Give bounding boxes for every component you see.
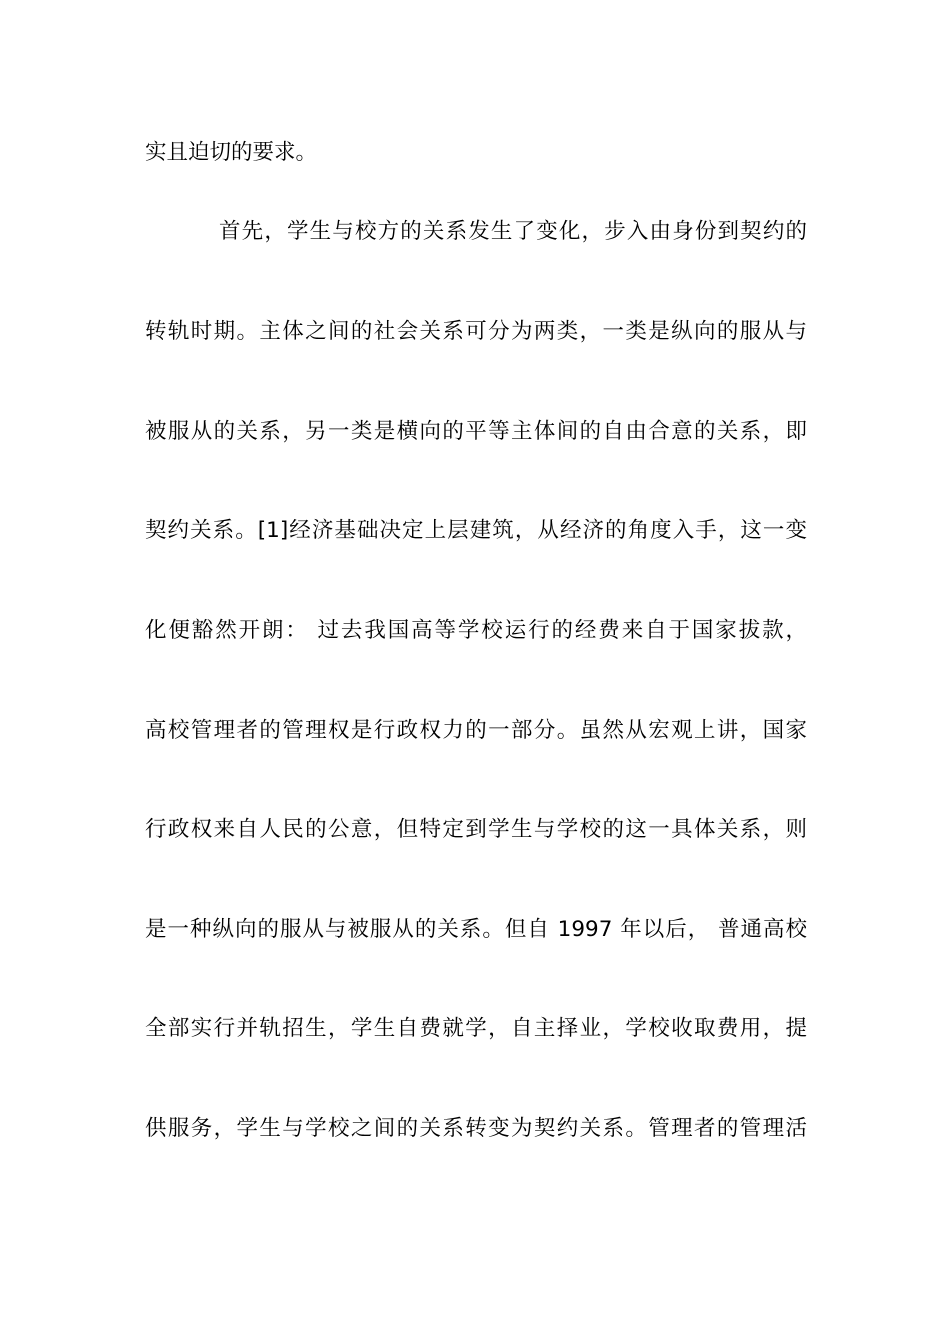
- text-line-10: 全部实行并轨招生，学生自费就学，自主择业，学校收取费用，提: [145, 1016, 807, 1041]
- text-line-9: 是一种纵向的服从与被服从的关系。但自 1997 年以后， 普通高校: [145, 917, 807, 942]
- text-line-1: 实且迫切的要求。: [145, 140, 318, 165]
- text-line-6: 化便豁然开朗： 过去我国高等学校运行的经费来自于国家拔款，: [145, 618, 807, 643]
- paragraph-start-line: 首先，学生与校方的关系发生了变化，步入由身份到契约的: [219, 219, 807, 244]
- text-line-7: 高校管理者的管理权是行政权力的一部分。虽然从宏观上讲，国家: [145, 718, 807, 743]
- text-line-11: 供服务，学生与学校之间的关系转变为契约关系。管理者的管理活: [145, 1116, 807, 1141]
- text-line-3: 转轨时期。主体之间的社会关系可分为两类，一类是纵向的服从与: [145, 319, 807, 344]
- text-line-4: 被服从的关系，另一类是横向的平等主体间的自由合意的关系，即: [145, 419, 807, 444]
- text-line-5: 契约关系。[1]经济基础决定上层建筑，从经济的角度入手，这一变: [145, 518, 807, 543]
- text-line-8: 行政权来自人民的公意，但特定到学生与学校的这一具体关系，则: [145, 817, 807, 842]
